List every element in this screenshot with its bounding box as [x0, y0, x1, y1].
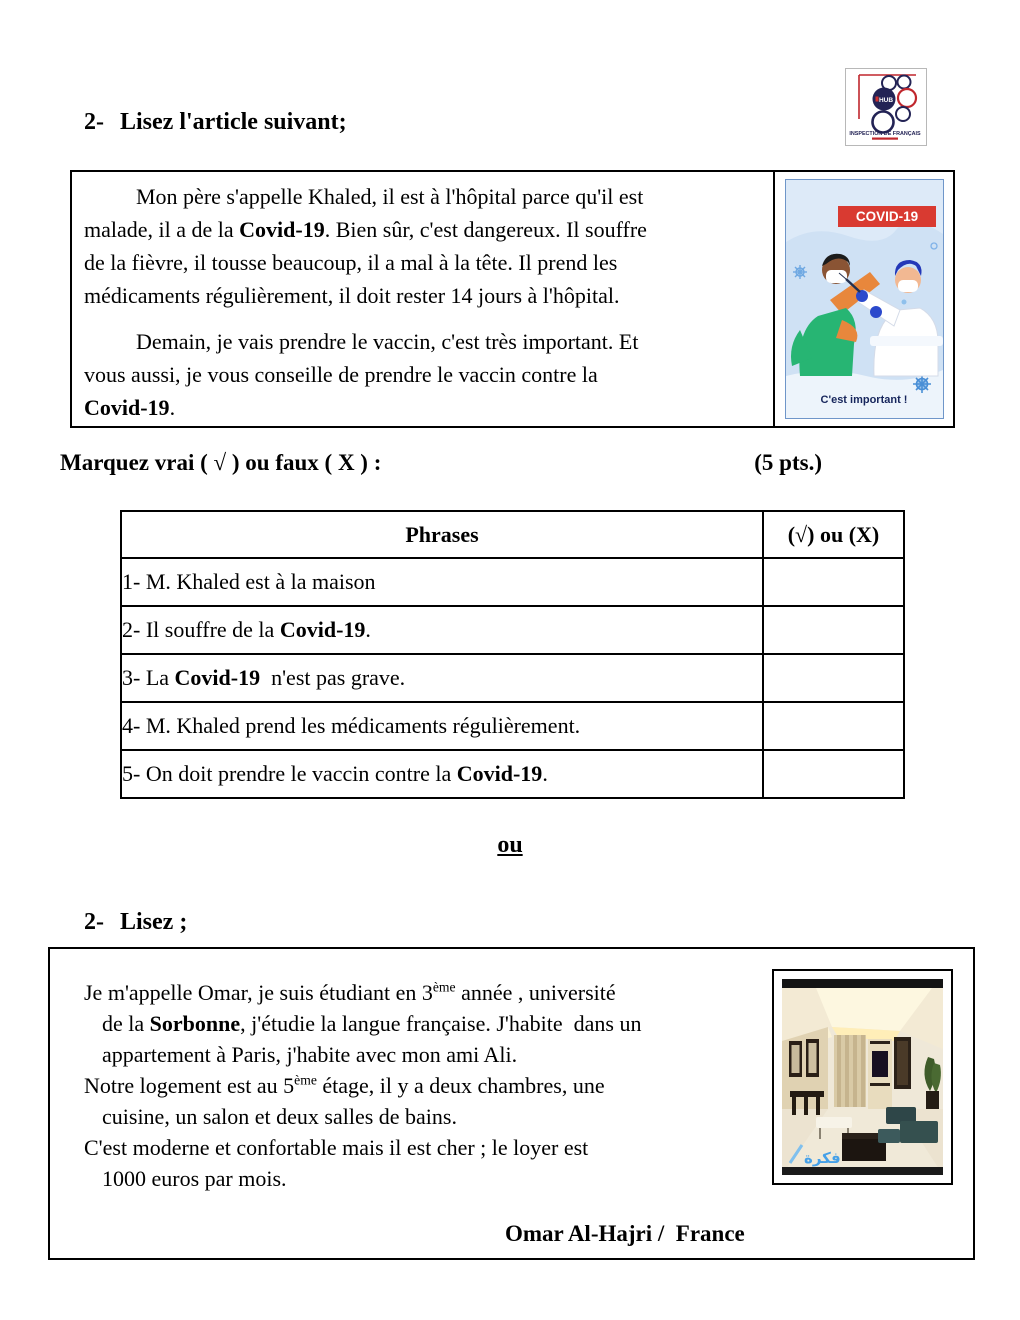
logo-hub-label: HUB [878, 97, 894, 104]
logo-caption: INSPECTION DE FRANÇAIS [849, 131, 921, 137]
ou-divider: ou [497, 832, 523, 858]
text-line: cuisine, un salon et deux salles de bains. [102, 1104, 457, 1129]
phrase-cell: 3- La Covid-19 n'est pas grave. [121, 654, 763, 702]
table-row [121, 750, 904, 798]
text-line: Notre logement est au 5ème étage, il y a deux chambres, une [84, 1072, 605, 1098]
text-line: Covid-19. [84, 395, 176, 420]
answer-cell [763, 750, 904, 798]
logo-red-circle [898, 89, 916, 107]
header-phrases: Phrases [121, 511, 763, 558]
section-title: Lisez ; [120, 909, 188, 935]
text-line: 1000 euros par mois. [102, 1166, 287, 1191]
text-line: vous aussi, je vous conseille de prendre le vaccin contre la [84, 362, 598, 387]
author-signature: Omar Al-Hajri / France [505, 1221, 745, 1246]
article-paragraph-2 [84, 325, 759, 424]
table-row [121, 702, 904, 750]
article-box [70, 170, 955, 428]
apartment-photo [782, 979, 943, 1175]
reading-box [48, 947, 975, 1260]
logo-red-subline [872, 138, 898, 140]
text-line: malade, il a de la Covid-19. Bien sûr, c'est dangereux. Il souffre [84, 217, 647, 242]
article-text [72, 172, 773, 426]
table-row [121, 654, 904, 702]
phrase-cell: 5- On doit prendre le vaccin contre la Covid-19. [121, 750, 763, 798]
section-title: Lisez l'article suivant; [120, 109, 347, 135]
phrase-cell: 2- Il souffre de la Covid-19. [121, 606, 763, 654]
svg-text:فكرة: فكرة [804, 1149, 841, 1167]
table-header-row [121, 511, 904, 558]
text-line: appartement à Paris, j'habite avec mon ami Ali. [102, 1042, 518, 1067]
section-number: 2- [84, 909, 104, 935]
answer-cell [763, 606, 904, 654]
logo-graphic [846, 69, 924, 143]
article-image-cell [773, 172, 953, 426]
text-line: Je m'appelle Omar, je suis étudiant en 3ème année , université [84, 979, 616, 1005]
section-number: 2- [84, 109, 104, 135]
text-line: de la fièvre, il tousse beaucoup, il a mal à la tête. Il prend les [84, 250, 618, 275]
text-line: Demain, je vais prendre le vaccin, c'est très important. Et [136, 329, 639, 354]
apartment-photo-frame [772, 969, 953, 1185]
answer-cell [763, 702, 904, 750]
section-heading-article [60, 82, 347, 163]
true-false-table [120, 510, 905, 799]
text-line: médicaments régulièrement, il doit rester 14 jours à l'hôpital. [84, 283, 620, 308]
text-line: C'est moderne et confortable mais il est cher ; le loyer est [84, 1135, 589, 1160]
instruction-line [60, 450, 822, 476]
covid-vaccine-illustration [785, 179, 944, 419]
answer-cell [763, 558, 904, 606]
table-row [121, 606, 904, 654]
covid-banner-label: COVID-19 [855, 209, 918, 224]
illustration-caption: C'est important ! [820, 394, 907, 406]
header-answer: (√) ou (X) [763, 511, 904, 558]
instruction-label: Marquez vrai ( √ ) ou faux ( X ) : [60, 450, 382, 475]
points-label: (5 pts.) [754, 450, 822, 475]
article-paragraph-1 [84, 180, 759, 312]
reading-text [84, 977, 641, 1194]
virus-icon [793, 265, 807, 279]
true-false-table-wrap [120, 510, 905, 799]
text-line: Mon père s'appelle Khaled, il est à l'hôpital parce qu'il est [136, 184, 644, 209]
inspection-logo [845, 68, 927, 146]
table-row [121, 558, 904, 606]
phrase-cell: 4- M. Khaled prend les médicaments régulièrement. [121, 702, 763, 750]
answer-cell [763, 654, 904, 702]
phrase-cell: 1- M. Khaled est à la maison [121, 558, 763, 606]
text-line: de la Sorbonne, j'étudie la langue française. J'habite dans un [102, 1011, 642, 1036]
